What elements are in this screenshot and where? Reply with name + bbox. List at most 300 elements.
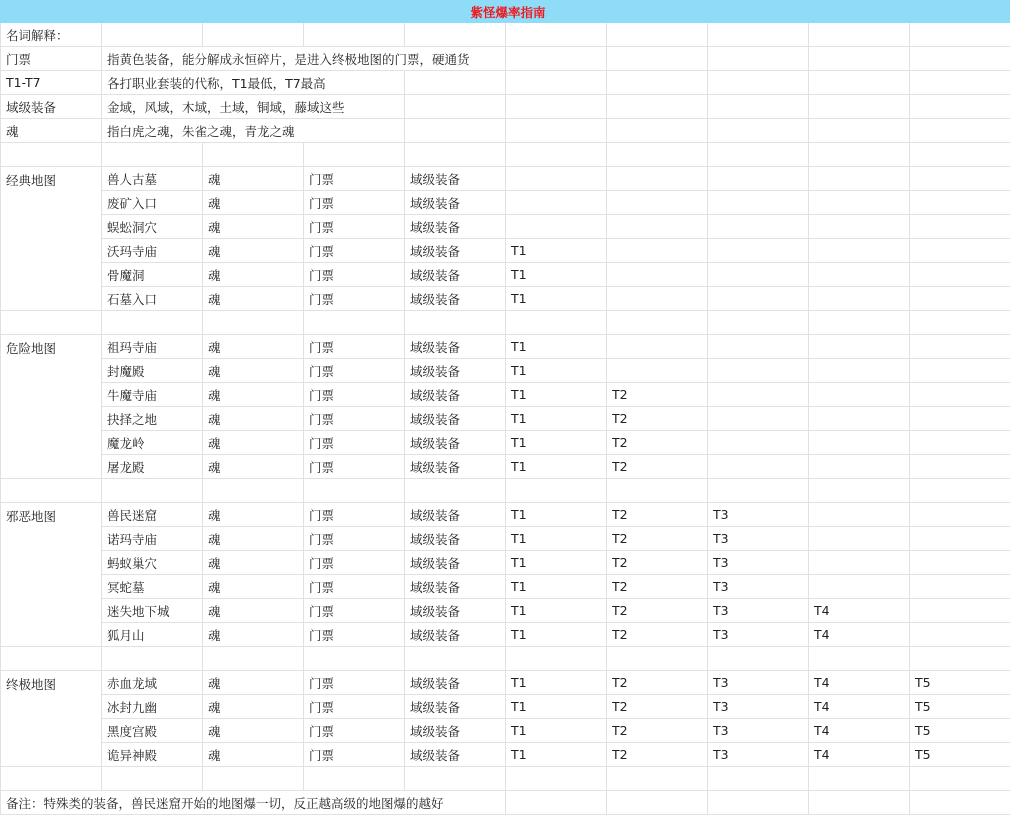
empty-cell[interactable] [203,647,304,671]
empty-cell[interactable] [910,383,1010,407]
map-name[interactable]: 蚂蚁巢穴 [102,551,203,575]
drop-cell[interactable]: 域级装备 [405,743,506,767]
empty-cell[interactable] [809,143,910,167]
empty-cell[interactable] [607,215,708,239]
empty-cell[interactable] [910,623,1010,647]
empty-cell[interactable] [809,527,910,551]
map-group-label[interactable]: 邪恶地图 [1,503,102,647]
drop-cell[interactable]: T2 [607,455,708,479]
drop-cell[interactable]: T3 [708,527,809,551]
empty-cell[interactable] [910,287,1010,311]
empty-cell[interactable] [708,479,809,503]
empty-cell[interactable] [607,167,708,191]
empty-cell[interactable] [910,215,1010,239]
empty-cell[interactable] [910,647,1010,671]
drop-cell[interactable]: T1 [506,383,607,407]
drop-cell[interactable]: 魂 [203,455,304,479]
empty-cell[interactable] [607,71,708,95]
empty-cell[interactable] [910,527,1010,551]
empty-cell[interactable] [506,167,607,191]
drop-cell[interactable]: 域级装备 [405,599,506,623]
drop-cell[interactable]: 门票 [304,431,405,455]
empty-cell[interactable] [910,95,1010,119]
empty-cell[interactable] [910,71,1010,95]
empty-cell[interactable] [809,287,910,311]
drop-cell[interactable]: 门票 [304,359,405,383]
empty-cell[interactable] [809,167,910,191]
empty-cell[interactable] [708,359,809,383]
drop-cell[interactable]: 域级装备 [405,335,506,359]
empty-cell[interactable] [607,191,708,215]
drop-cell[interactable]: T2 [607,551,708,575]
drop-cell[interactable]: 魂 [203,383,304,407]
map-name[interactable]: 沃玛寺庙 [102,239,203,263]
empty-cell[interactable] [708,191,809,215]
drop-cell[interactable]: 魂 [203,239,304,263]
empty-cell[interactable] [708,407,809,431]
empty-cell[interactable] [708,791,809,815]
empty-cell[interactable] [203,311,304,335]
drop-cell[interactable]: 魂 [203,167,304,191]
empty-cell[interactable] [607,143,708,167]
empty-cell[interactable] [708,47,809,71]
drop-cell[interactable]: T2 [607,623,708,647]
empty-cell[interactable] [708,383,809,407]
drop-cell[interactable]: T1 [506,575,607,599]
drop-cell[interactable]: T5 [910,719,1010,743]
drop-cell[interactable]: T4 [809,719,910,743]
drop-cell[interactable]: T1 [506,623,607,647]
map-name[interactable]: 魔龙岭 [102,431,203,455]
empty-cell[interactable] [506,647,607,671]
drop-cell[interactable]: 域级装备 [405,575,506,599]
drop-cell[interactable]: T3 [708,575,809,599]
glossary-desc[interactable]: 指黄色装备，能分解成永恒碎片，是进入终极地图的门票，硬通货 [102,47,506,71]
drop-cell[interactable]: T2 [607,383,708,407]
empty-cell[interactable] [506,23,607,47]
empty-cell[interactable] [708,215,809,239]
map-name[interactable]: 牛魔寺庙 [102,383,203,407]
empty-cell[interactable] [203,767,304,791]
empty-cell[interactable] [708,239,809,263]
map-group-label[interactable]: 经典地图 [1,167,102,311]
drop-cell[interactable]: 门票 [304,239,405,263]
empty-cell[interactable] [405,119,506,143]
drop-cell[interactable]: 魂 [203,503,304,527]
empty-cell[interactable] [607,647,708,671]
empty-cell[interactable] [607,287,708,311]
drop-cell[interactable]: 域级装备 [405,359,506,383]
empty-cell[interactable] [809,23,910,47]
empty-cell[interactable] [809,191,910,215]
drop-cell[interactable]: T1 [506,359,607,383]
drop-cell[interactable]: 魂 [203,407,304,431]
empty-cell[interactable] [910,359,1010,383]
empty-cell[interactable] [809,119,910,143]
drop-cell[interactable]: 域级装备 [405,623,506,647]
empty-cell[interactable] [708,263,809,287]
empty-cell[interactable] [708,335,809,359]
empty-cell[interactable] [809,431,910,455]
drop-cell[interactable]: 门票 [304,215,405,239]
drop-cell[interactable]: 魂 [203,335,304,359]
drop-cell[interactable]: 魂 [203,551,304,575]
drop-cell[interactable]: 魂 [203,263,304,287]
map-name[interactable]: 封魔殿 [102,359,203,383]
map-name[interactable]: 冥蛇墓 [102,575,203,599]
drop-cell[interactable]: 域级装备 [405,431,506,455]
empty-cell[interactable] [304,23,405,47]
empty-cell[interactable] [304,143,405,167]
empty-cell[interactable] [607,359,708,383]
empty-cell[interactable] [910,335,1010,359]
empty-cell[interactable] [809,575,910,599]
empty-cell[interactable] [405,479,506,503]
empty-cell[interactable] [708,287,809,311]
drop-cell[interactable]: T3 [708,743,809,767]
drop-cell[interactable]: 域级装备 [405,671,506,695]
empty-cell[interactable] [607,239,708,263]
empty-cell[interactable] [1,647,102,671]
empty-cell[interactable] [102,647,203,671]
drop-cell[interactable]: T1 [506,503,607,527]
empty-cell[interactable] [506,95,607,119]
drop-cell[interactable]: T2 [607,431,708,455]
drop-cell[interactable]: 门票 [304,383,405,407]
drop-cell[interactable]: 魂 [203,191,304,215]
empty-cell[interactable] [809,791,910,815]
empty-cell[interactable] [809,767,910,791]
empty-cell[interactable] [506,119,607,143]
drop-cell[interactable]: 魂 [203,575,304,599]
glossary-term[interactable]: T1-T7 [1,71,102,95]
drop-cell[interactable]: T4 [809,695,910,719]
drop-cell[interactable]: T3 [708,599,809,623]
drop-cell[interactable]: 魂 [203,599,304,623]
sheet-title[interactable]: 紫怪爆率指南 [1,1,1010,23]
glossary-term[interactable]: 域级装备 [1,95,102,119]
empty-cell[interactable] [708,311,809,335]
empty-cell[interactable] [910,143,1010,167]
empty-cell[interactable] [102,479,203,503]
drop-cell[interactable]: 魂 [203,671,304,695]
drop-cell[interactable]: T3 [708,719,809,743]
drop-cell[interactable]: T3 [708,551,809,575]
empty-cell[interactable] [102,767,203,791]
drop-cell[interactable]: 域级装备 [405,383,506,407]
drop-cell[interactable]: 域级装备 [405,551,506,575]
empty-cell[interactable] [405,647,506,671]
drop-cell[interactable]: 域级装备 [405,191,506,215]
map-name[interactable]: 屠龙殿 [102,455,203,479]
empty-cell[interactable] [708,647,809,671]
empty-cell[interactable] [809,359,910,383]
empty-cell[interactable] [506,191,607,215]
drop-cell[interactable]: T1 [506,695,607,719]
drop-cell[interactable]: T3 [708,623,809,647]
empty-cell[interactable] [506,479,607,503]
empty-cell[interactable] [304,479,405,503]
map-name[interactable]: 废矿入口 [102,191,203,215]
drop-cell[interactable]: 域级装备 [405,263,506,287]
drop-cell[interactable]: T2 [607,575,708,599]
drop-cell[interactable]: 门票 [304,695,405,719]
drop-cell[interactable]: 域级装备 [405,455,506,479]
drop-cell[interactable]: T4 [809,599,910,623]
empty-cell[interactable] [910,167,1010,191]
drop-cell[interactable]: T1 [506,455,607,479]
drop-cell[interactable]: T2 [607,719,708,743]
empty-cell[interactable] [708,71,809,95]
empty-cell[interactable] [910,575,1010,599]
empty-cell[interactable] [910,479,1010,503]
empty-cell[interactable] [506,215,607,239]
glossary-label[interactable]: 名词解释： [1,23,102,47]
empty-cell[interactable] [708,455,809,479]
drop-cell[interactable]: T3 [708,695,809,719]
empty-cell[interactable] [607,791,708,815]
empty-cell[interactable] [708,95,809,119]
drop-cell[interactable]: 门票 [304,623,405,647]
empty-cell[interactable] [809,71,910,95]
empty-cell[interactable] [203,479,304,503]
drop-cell[interactable]: T1 [506,335,607,359]
drop-cell[interactable]: T1 [506,719,607,743]
empty-cell[interactable] [607,95,708,119]
empty-cell[interactable] [708,119,809,143]
drop-cell[interactable]: 魂 [203,623,304,647]
drop-cell[interactable]: T4 [809,743,910,767]
drop-cell[interactable]: 门票 [304,599,405,623]
drop-cell[interactable]: T3 [708,671,809,695]
empty-cell[interactable] [405,95,506,119]
empty-cell[interactable] [506,47,607,71]
drop-cell[interactable]: T5 [910,743,1010,767]
map-name[interactable]: 骨魔洞 [102,263,203,287]
drop-cell[interactable]: 魂 [203,359,304,383]
glossary-desc[interactable]: 各打职业套装的代称，T1最低，T7最高 [102,71,405,95]
drop-cell[interactable]: T1 [506,743,607,767]
drop-cell[interactable]: 域级装备 [405,239,506,263]
empty-cell[interactable] [809,47,910,71]
empty-cell[interactable] [1,143,102,167]
empty-cell[interactable] [910,503,1010,527]
drop-cell[interactable]: T1 [506,551,607,575]
drop-cell[interactable]: 门票 [304,671,405,695]
drop-cell[interactable]: 门票 [304,551,405,575]
glossary-desc[interactable]: 指白虎之魂，朱雀之魂，青龙之魂 [102,119,405,143]
empty-cell[interactable] [405,23,506,47]
empty-cell[interactable] [809,455,910,479]
drop-cell[interactable]: 域级装备 [405,215,506,239]
empty-cell[interactable] [910,119,1010,143]
drop-cell[interactable]: T4 [809,623,910,647]
map-name[interactable]: 狐月山 [102,623,203,647]
empty-cell[interactable] [506,71,607,95]
empty-cell[interactable] [607,119,708,143]
note-text[interactable]: 备注：特殊类的装备，兽民迷窟开始的地图爆一切，反正越高级的地图爆的越好 [1,791,506,815]
drop-cell[interactable]: 域级装备 [405,407,506,431]
drop-cell[interactable]: 域级装备 [405,167,506,191]
drop-cell[interactable]: 魂 [203,431,304,455]
drop-cell[interactable]: 门票 [304,407,405,431]
map-group-label[interactable]: 终极地图 [1,671,102,767]
glossary-desc[interactable]: 金域，风域，木域，土域，铜域，藤域这些 [102,95,405,119]
drop-cell[interactable]: T2 [607,527,708,551]
drop-cell[interactable]: T1 [506,599,607,623]
drop-cell[interactable]: T1 [506,671,607,695]
empty-cell[interactable] [607,263,708,287]
map-name[interactable]: 诡异神殿 [102,743,203,767]
empty-cell[interactable] [910,455,1010,479]
drop-cell[interactable]: T2 [607,695,708,719]
map-name[interactable]: 赤血龙域 [102,671,203,695]
empty-cell[interactable] [910,47,1010,71]
empty-cell[interactable] [809,551,910,575]
drop-cell[interactable]: T1 [506,287,607,311]
glossary-term[interactable]: 门票 [1,47,102,71]
map-name[interactable]: 诺玛寺庙 [102,527,203,551]
empty-cell[interactable] [203,23,304,47]
drop-cell[interactable]: T2 [607,407,708,431]
drop-cell[interactable]: 门票 [304,743,405,767]
drop-cell[interactable]: 门票 [304,455,405,479]
empty-cell[interactable] [607,23,708,47]
empty-cell[interactable] [809,239,910,263]
empty-cell[interactable] [304,767,405,791]
drop-cell[interactable]: 门票 [304,575,405,599]
empty-cell[interactable] [910,767,1010,791]
empty-cell[interactable] [910,191,1010,215]
map-name[interactable]: 抉择之地 [102,407,203,431]
drop-cell[interactable]: 门票 [304,191,405,215]
empty-cell[interactable] [708,143,809,167]
empty-cell[interactable] [708,167,809,191]
drop-cell[interactable]: T1 [506,239,607,263]
map-name[interactable]: 迷失地下城 [102,599,203,623]
empty-cell[interactable] [1,767,102,791]
drop-cell[interactable]: T1 [506,431,607,455]
drop-cell[interactable]: T1 [506,407,607,431]
empty-cell[interactable] [809,407,910,431]
empty-cell[interactable] [506,311,607,335]
empty-cell[interactable] [910,239,1010,263]
empty-cell[interactable] [405,143,506,167]
map-name[interactable]: 蜈蚣洞穴 [102,215,203,239]
empty-cell[interactable] [708,767,809,791]
drop-cell[interactable]: 魂 [203,719,304,743]
drop-cell[interactable]: T1 [506,263,607,287]
drop-cell[interactable]: 魂 [203,215,304,239]
drop-cell[interactable]: 门票 [304,527,405,551]
drop-cell[interactable]: 域级装备 [405,287,506,311]
empty-cell[interactable] [405,311,506,335]
drop-cell[interactable]: 魂 [203,695,304,719]
drop-cell[interactable]: 门票 [304,503,405,527]
map-name[interactable]: 冰封九幽 [102,695,203,719]
drop-cell[interactable]: 魂 [203,287,304,311]
empty-cell[interactable] [809,95,910,119]
drop-cell[interactable]: 域级装备 [405,719,506,743]
empty-cell[interactable] [910,791,1010,815]
map-name[interactable]: 兽民迷窟 [102,503,203,527]
drop-cell[interactable]: 域级装备 [405,695,506,719]
drop-cell[interactable]: T5 [910,671,1010,695]
map-name[interactable]: 黑度宫殿 [102,719,203,743]
empty-cell[interactable] [607,479,708,503]
empty-cell[interactable] [809,383,910,407]
drop-cell[interactable]: T1 [506,527,607,551]
empty-cell[interactable] [809,503,910,527]
drop-cell[interactable]: T2 [607,743,708,767]
empty-cell[interactable] [607,335,708,359]
empty-cell[interactable] [1,311,102,335]
drop-cell[interactable]: 魂 [203,743,304,767]
drop-cell[interactable]: 门票 [304,335,405,359]
drop-cell[interactable]: T5 [910,695,1010,719]
empty-cell[interactable] [809,311,910,335]
empty-cell[interactable] [506,767,607,791]
drop-cell[interactable]: T4 [809,671,910,695]
empty-cell[interactable] [910,599,1010,623]
empty-cell[interactable] [102,311,203,335]
drop-cell[interactable]: 门票 [304,167,405,191]
empty-cell[interactable] [1,479,102,503]
empty-cell[interactable] [102,23,203,47]
drop-cell[interactable]: T2 [607,503,708,527]
empty-cell[interactable] [405,71,506,95]
drop-cell[interactable]: 门票 [304,263,405,287]
map-name[interactable]: 兽人古墓 [102,167,203,191]
empty-cell[interactable] [203,143,304,167]
drop-cell[interactable]: 魂 [203,527,304,551]
empty-cell[interactable] [910,23,1010,47]
empty-cell[interactable] [809,263,910,287]
empty-cell[interactable] [809,335,910,359]
empty-cell[interactable] [607,47,708,71]
empty-cell[interactable] [910,431,1010,455]
empty-cell[interactable] [607,767,708,791]
drop-cell[interactable]: T2 [607,671,708,695]
drop-cell[interactable]: 域级装备 [405,503,506,527]
empty-cell[interactable] [809,215,910,239]
map-name[interactable]: 祖玛寺庙 [102,335,203,359]
map-group-label[interactable]: 危险地图 [1,335,102,479]
empty-cell[interactable] [708,23,809,47]
drop-cell[interactable]: T3 [708,503,809,527]
empty-cell[interactable] [304,647,405,671]
empty-cell[interactable] [910,311,1010,335]
drop-cell[interactable]: T2 [607,599,708,623]
empty-cell[interactable] [304,311,405,335]
map-name[interactable]: 石墓入口 [102,287,203,311]
drop-cell[interactable]: 门票 [304,719,405,743]
glossary-term[interactable]: 魂 [1,119,102,143]
empty-cell[interactable] [102,143,203,167]
empty-cell[interactable] [910,407,1010,431]
empty-cell[interactable] [910,551,1010,575]
empty-cell[interactable] [910,263,1010,287]
empty-cell[interactable] [809,479,910,503]
drop-cell[interactable]: 门票 [304,287,405,311]
empty-cell[interactable] [506,791,607,815]
empty-cell[interactable] [607,311,708,335]
drop-cell[interactable]: 域级装备 [405,527,506,551]
empty-cell[interactable] [506,143,607,167]
empty-cell[interactable] [809,647,910,671]
empty-cell[interactable] [708,431,809,455]
empty-cell[interactable] [405,767,506,791]
